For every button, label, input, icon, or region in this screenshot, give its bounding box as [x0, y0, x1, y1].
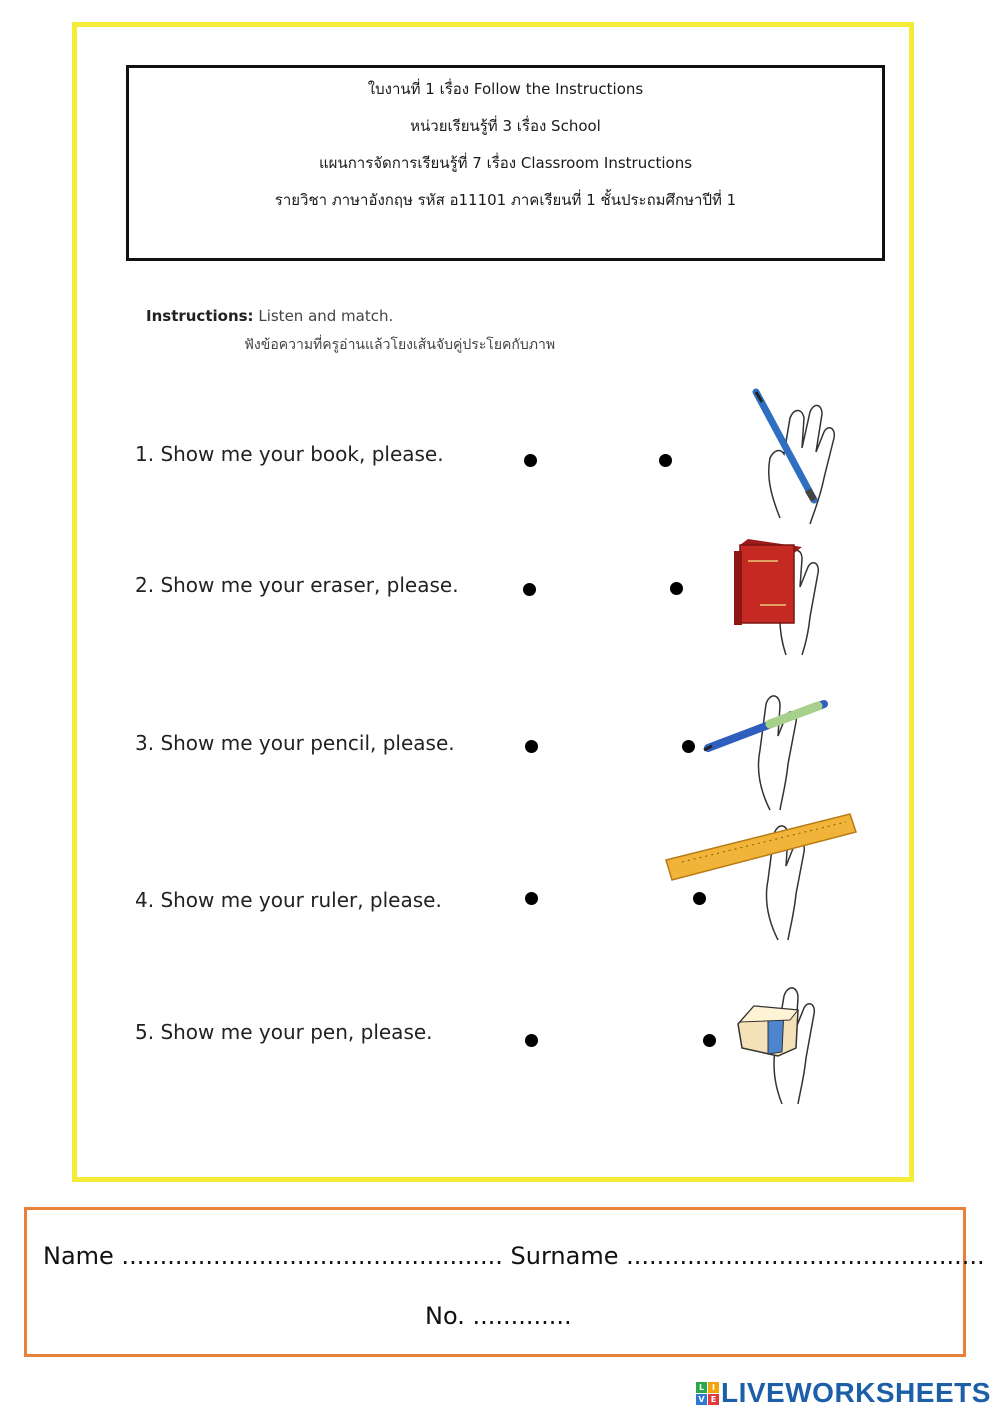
- left-dot-4[interactable]: [525, 892, 538, 905]
- right-dot-3[interactable]: [682, 740, 695, 753]
- name-surname-line[interactable]: Name .................................................. Surname ...............................................: [43, 1242, 985, 1270]
- header-subject: รายวิชา ภาษาอังกฤษ รหัส อ11101 ภาคเรียนที่ 1 ชั้นประถมศึกษาปีที่ 1: [274, 191, 737, 209]
- sentence-4: 4. Show me your ruler, please.: [135, 888, 442, 912]
- pencil-in-hand-icon: [750, 388, 840, 528]
- sentence-2: 2. Show me your eraser, please.: [135, 573, 459, 597]
- badge-letter-i: I: [708, 1382, 719, 1393]
- brand-text: LIVEWORKSHEETS: [721, 1377, 991, 1408]
- sentence-5: 5. Show me your pen, please.: [135, 1020, 433, 1044]
- instructions-thai: ฟังข้อความที่ครูอ่านแล้วโยงเส้นจับคู่ประโยคกับภาพ: [244, 337, 556, 353]
- header-plan: แผนการจัดการเรียนรู้ที่ 7 เรื่อง Classroom Instructions: [318, 154, 693, 172]
- student-info-box: [24, 1207, 985, 1357]
- book-in-hand-icon: [730, 537, 830, 657]
- worksheet-header: [126, 65, 885, 261]
- header-unit: หน่วยเรียนรู้ที่ 3 เรื่อง School: [410, 117, 601, 135]
- badge-letter-e: E: [708, 1394, 719, 1405]
- sentence-1: 1. Show me your book, please.: [135, 442, 444, 466]
- left-dot-1[interactable]: [524, 454, 537, 467]
- instructions-label: Instructions:: [146, 307, 254, 325]
- right-dot-1[interactable]: [659, 454, 672, 467]
- badge-letter-v: V: [696, 1394, 707, 1405]
- instructions-text: Listen and match.: [258, 307, 394, 325]
- left-dot-2[interactable]: [523, 583, 536, 596]
- instructions: [146, 307, 393, 325]
- eraser-in-hand-icon: [732, 976, 828, 1106]
- right-dot-2[interactable]: [670, 582, 683, 595]
- right-dot-5[interactable]: [703, 1034, 716, 1047]
- pen-in-hand-icon: [700, 684, 840, 812]
- ruler-in-hand-icon: [662, 808, 858, 942]
- liveworksheets-logo: [696, 1377, 991, 1409]
- left-dot-3[interactable]: [525, 740, 538, 753]
- live-badge-icon: [696, 1382, 719, 1405]
- badge-letter-l: L: [696, 1382, 707, 1393]
- left-dot-5[interactable]: [525, 1034, 538, 1047]
- student-number-line[interactable]: No. .............: [425, 1302, 572, 1330]
- header-title: ใบงานที่ 1 เรื่อง Follow the Instructions: [367, 80, 644, 98]
- sentence-3: 3. Show me your pencil, please.: [135, 731, 455, 755]
